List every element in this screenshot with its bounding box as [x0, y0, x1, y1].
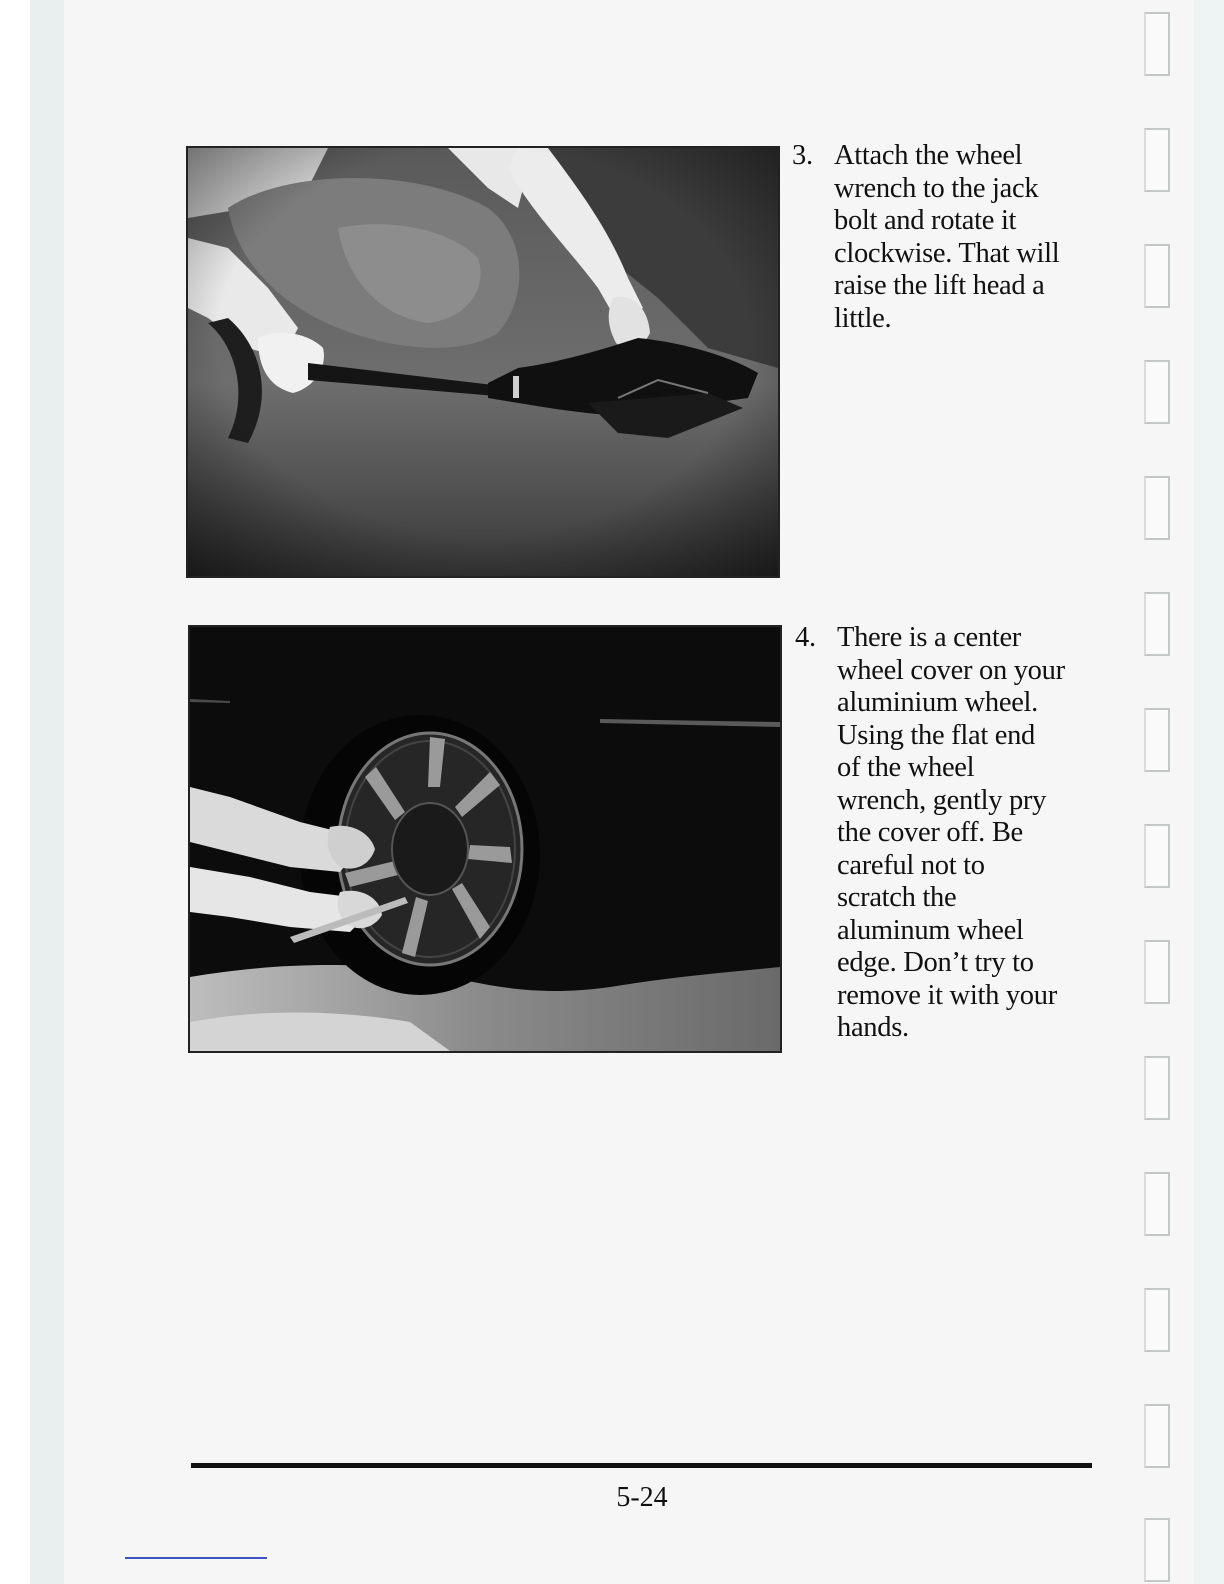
left-margin-shade [30, 0, 64, 1584]
section-tab[interactable] [1144, 360, 1170, 424]
step-line: hands. [837, 1012, 909, 1043]
step-line: edge. Don’t try to [837, 947, 1034, 978]
section-tab[interactable] [1144, 592, 1170, 656]
step-line: the cover off. Be [837, 817, 1023, 848]
step-line: careful not to [837, 849, 985, 881]
section-tab[interactable] [1144, 244, 1170, 308]
step-line: remove it with your [837, 979, 1057, 1011]
section-tab[interactable] [1144, 1404, 1170, 1468]
section-tab[interactable] [1144, 1288, 1170, 1352]
section-tab[interactable] [1144, 12, 1170, 76]
step-line: scratch the [837, 882, 957, 913]
step-line: Attach the wheel [834, 140, 1023, 171]
step-line: of the wheel [837, 752, 975, 783]
step-line: There is a center [837, 622, 1021, 653]
step-line: wrench, gently pry [837, 784, 1047, 816]
step-3 [792, 140, 1102, 350]
step-line: raise the lift head a [834, 270, 1045, 301]
step-line: aluminum wheel [837, 914, 1024, 946]
link-underline[interactable] [125, 1557, 267, 1559]
section-tab[interactable] [1144, 128, 1170, 192]
right-margin-strip [1194, 0, 1224, 1584]
step-line: bolt and rotate it [834, 205, 1017, 236]
step-line: clockwise. That will [834, 237, 1060, 269]
step-4 [795, 622, 1105, 1052]
section-tab[interactable] [1144, 1172, 1170, 1236]
step-text [837, 622, 1097, 1045]
step-line: aluminium wheel. [837, 687, 1038, 718]
footer-rule [191, 1463, 1092, 1468]
step-number: 3. [792, 140, 813, 171]
step-text [834, 140, 1094, 335]
section-tab[interactable] [1144, 940, 1170, 1004]
section-tab[interactable] [1144, 1056, 1170, 1120]
page-number: 5-24 [616, 1482, 668, 1513]
step-line: wrench to the jack [834, 172, 1039, 204]
left-margin-strip [0, 0, 30, 1584]
jack-wrench-photo [186, 146, 780, 578]
step-line: little. [834, 302, 892, 334]
section-tab[interactable] [1144, 476, 1170, 540]
step-number: 4. [795, 622, 816, 653]
step-line: wheel cover on your [837, 654, 1065, 686]
section-tab[interactable] [1144, 824, 1170, 888]
wheel-cover-photo [188, 625, 782, 1053]
section-tab[interactable] [1144, 708, 1170, 772]
step-line: Using the flat end [837, 719, 1036, 751]
section-tab[interactable] [1144, 1518, 1170, 1582]
